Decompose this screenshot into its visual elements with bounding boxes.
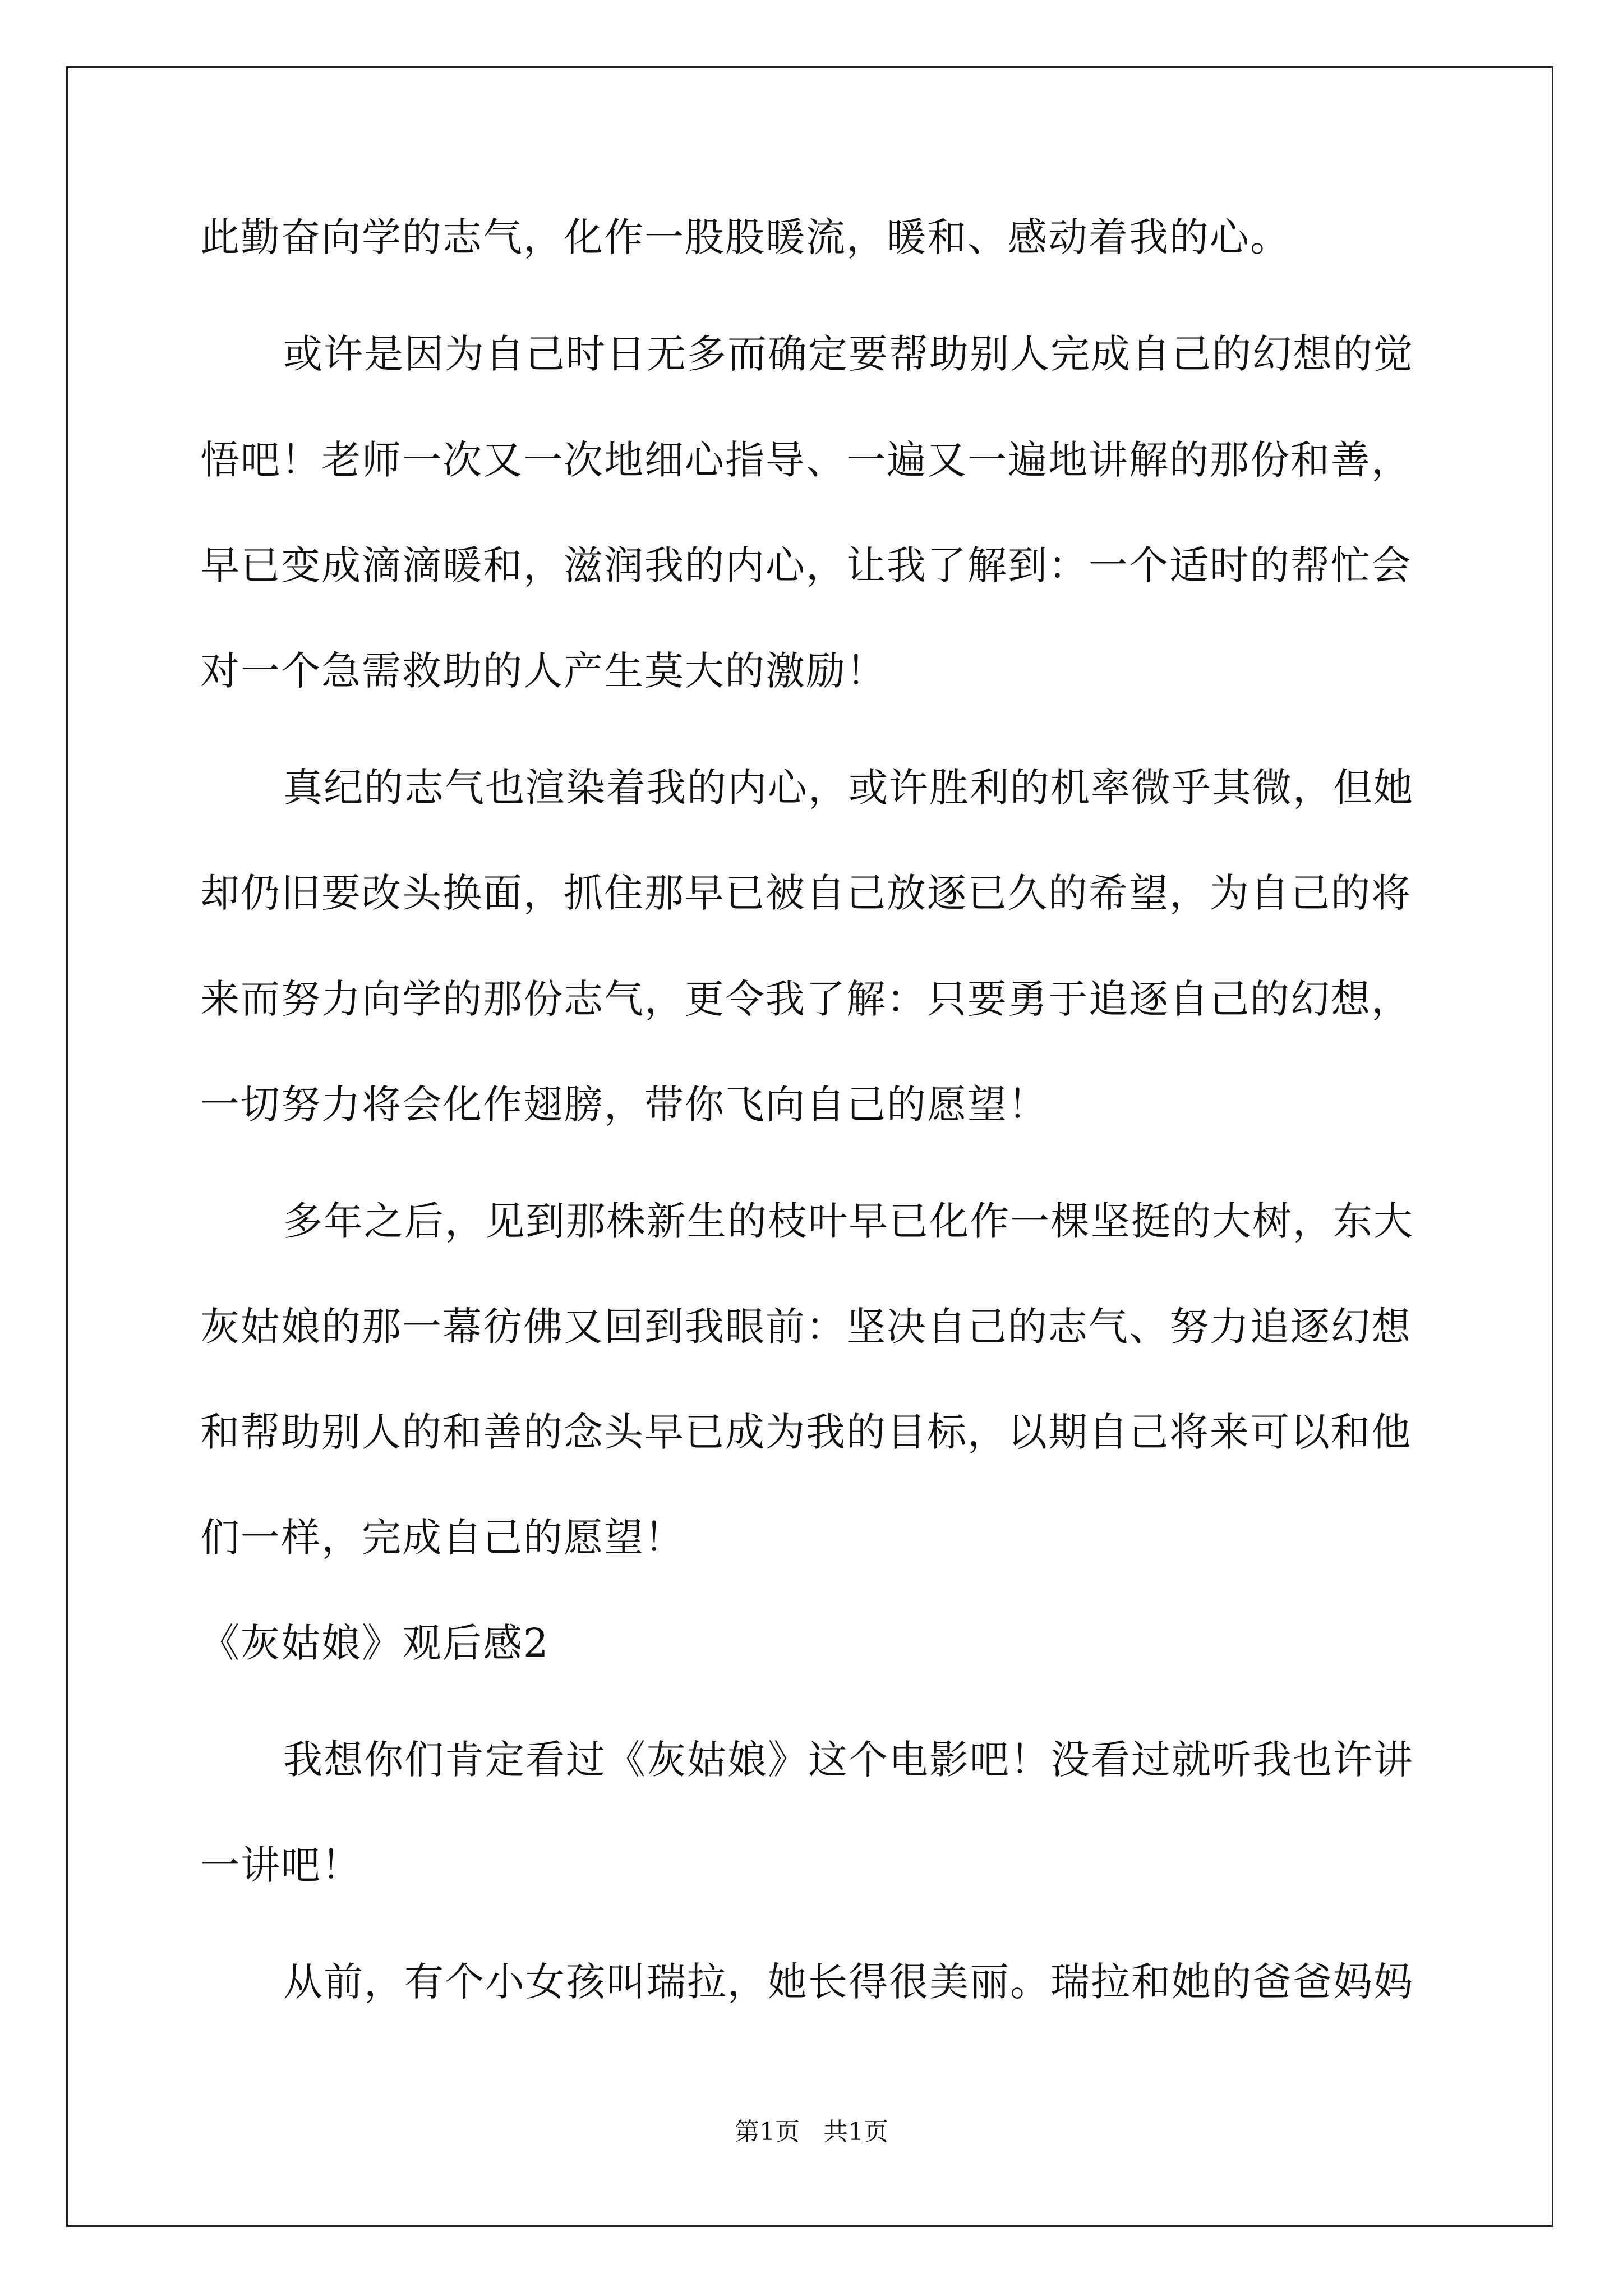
text-line: 早已变成滴滴暖和，滋润我的内心，让我了解到：一个适时的帮忙会 bbox=[200, 542, 1412, 588]
text-line: 一切努力将会化作翅膀，带你飞向自己的愿望！ bbox=[200, 1082, 1048, 1128]
text-line: 却仍旧要改头换面，抓住那早已被自己放逐已久的希望，为自己的将 bbox=[200, 870, 1412, 916]
text-line: 和帮助别人的和善的念头早已成为我的目标，以期自己将来可以和他 bbox=[200, 1409, 1412, 1455]
text-line: 灰姑娘的那一幕彷佛又回到我眼前：坚决自己的志气、努力追逐幻想 bbox=[200, 1304, 1412, 1350]
text-line: 悟吧！老师一次又一次地细心指导、一遍又一遍地讲解的那份和善， bbox=[200, 437, 1412, 483]
page-footer: 第1页 共1页 bbox=[735, 2118, 888, 2146]
text-line: 来而努力向学的那份志气，更令我了解：只要勇于追逐自己的幻想， bbox=[200, 976, 1412, 1022]
paragraph-start: 或许是因为自己时日无多而确定要帮助别人完成自己的幻想的觉 bbox=[283, 331, 1414, 377]
section-title: 《灰姑娘》观后感2 bbox=[200, 1620, 550, 1666]
paragraph-start: 多年之后，见到那株新生的枝叶早已化作一棵坚挺的大树，东大 bbox=[283, 1198, 1414, 1244]
text-line: 此勤奋向学的志气，化作一股股暖流，暖和、感动着我的心。 bbox=[200, 214, 1290, 260]
text-line: 们一样，完成自己的愿望！ bbox=[200, 1515, 685, 1561]
text-line: 对一个急需救助的人产生莫大的激励！ bbox=[200, 648, 887, 694]
page-border bbox=[66, 66, 1553, 2227]
paragraph-start: 从前，有个小女孩叫瑞拉，她长得很美丽。瑞拉和她的爸爸妈妈 bbox=[283, 1959, 1414, 2005]
paragraph-start: 真纪的志气也渲染着我的内心，或许胜利的机率微乎其微，但她 bbox=[283, 765, 1414, 811]
paragraph-start: 我想你们肯定看过《灰姑娘》这个电影吧！没看过就听我也许讲 bbox=[283, 1737, 1414, 1783]
text-line: 一讲吧！ bbox=[200, 1842, 362, 1888]
